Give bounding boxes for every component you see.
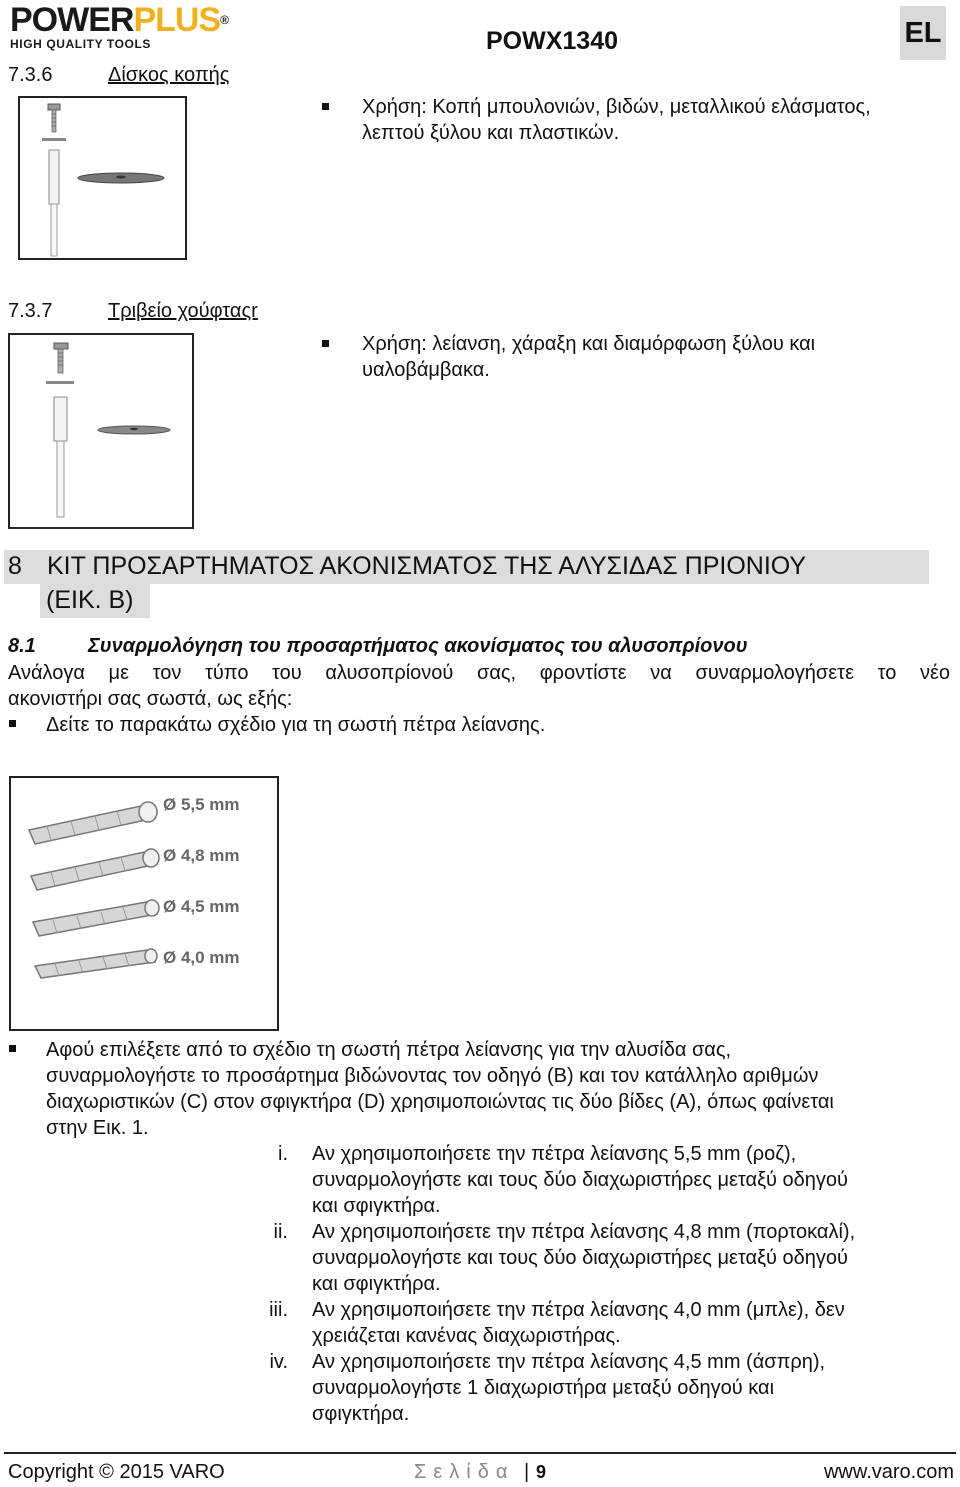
list-marker-iii: iii. bbox=[269, 1299, 288, 1321]
section-81-intro-line1: Ανάλογα με τον τύπο του αλυσοπρίονού σας, φροντίστε να συναρμολογήσετε το νέο bbox=[8, 662, 950, 684]
model-number: POWX1340 bbox=[486, 27, 619, 55]
list-item-ii-line2: συναρμολογήστε και τους δύο διαχωριστήρες μεταξύ οδηγού bbox=[312, 1247, 848, 1269]
list-item-ii-line1: Αν χρησιμοποιήσετε την πέτρα λείανσης 4,8 mm (πορτοκαλί), bbox=[312, 1221, 856, 1243]
bullet-icon bbox=[322, 103, 329, 110]
grinding-stone-sizes-illustration bbox=[11, 778, 277, 1029]
list-item-iv-line3: σφιγκτήρα. bbox=[312, 1403, 410, 1425]
bullet-icon bbox=[9, 1045, 16, 1052]
hand-sander-image bbox=[8, 333, 194, 529]
section-8-heading-line1 bbox=[4, 550, 929, 584]
section-81-title: Συναρμολόγηση του προσαρτήματος ακονίσματος του αλυσοπρίονου bbox=[88, 635, 748, 657]
list-marker-iv: iv. bbox=[269, 1351, 288, 1373]
list-item-iv-line2: συναρμολογήστε 1 διαχωριστήρα μεταξύ οδηγού και bbox=[312, 1377, 775, 1399]
footer-copyright: Copyright © 2015 VARO bbox=[8, 1461, 225, 1483]
assembly-line3: διαχωριστικών (C) στον σφιγκτήρα (D) χρησιμοποιώντας τις δύο βίδες (A), όπως φαίνεται bbox=[46, 1091, 834, 1113]
logo-accent-text: PLUS bbox=[133, 1, 221, 39]
diagram-label-40: Ø 4,0 mm bbox=[163, 948, 240, 967]
list-item-i-line1: Αν χρησιμοποιήσετε την πέτρα λείανσης 5,5 mm (ροζ), bbox=[312, 1143, 797, 1165]
diagram-label-45: Ø 4,5 mm bbox=[163, 897, 240, 916]
list-item-iv-line1: Αν χρησιμοποιήσετε την πέτρα λείανσης 4,5 mm (άσπρη), bbox=[312, 1351, 826, 1373]
language-badge: EL bbox=[900, 6, 946, 60]
section-736-usage-line2: λεπτού ξύλου και πλαστικών. bbox=[362, 122, 620, 144]
section-737-title: Τριβείο χούφταςr bbox=[108, 300, 258, 322]
assembly-line4: στην Εικ. 1. bbox=[46, 1117, 149, 1139]
diagram-label-48: Ø 4,8 mm bbox=[163, 846, 240, 865]
list-item-i-line3: και σφιγκτήρα. bbox=[312, 1195, 441, 1217]
list-item-iii-line1: Αν χρησιμοποιήσετε την πέτρα λείανσης 4,0 mm (μπλε), δεν bbox=[312, 1299, 845, 1321]
assembly-line1: Αφού επιλέξετε από το σχέδιο τη σωστή πέτρα λείανσης για την αλυσίδα σας, bbox=[46, 1039, 732, 1061]
list-marker-ii: ii. bbox=[273, 1221, 288, 1243]
section-736-number: 7.3.6 bbox=[8, 64, 53, 86]
bullet-icon bbox=[9, 720, 16, 727]
bullet-icon bbox=[322, 340, 329, 347]
logo-tagline: HIGH QUALITY TOOLS bbox=[10, 37, 152, 51]
hand-sander-illustration bbox=[10, 335, 192, 527]
section-737-usage-line1: Χρήση: λείανση, χάραξη και διαμόρφωση ξύλου και bbox=[362, 333, 816, 355]
logo-main-text: POWER bbox=[10, 1, 134, 39]
footer-separator: | bbox=[524, 1461, 530, 1483]
section-736-title: Δίσκος κοπής bbox=[108, 64, 230, 86]
cutting-disc-illustration bbox=[20, 98, 185, 258]
section-81-bullet1: Δείτε το παρακάτω σχέδιο για τη σωστή πέτρα λείανσης. bbox=[46, 714, 546, 736]
brand-logo bbox=[10, 2, 280, 52]
footer-page-label: Σελίδα bbox=[414, 1461, 515, 1483]
assembly-line2: συναρμολογήστε το προσάρτημα βιδώνοντας τον οδηγό (B) και τον κατάλληλο αριθμών bbox=[46, 1065, 819, 1087]
logo-registered-mark: ® bbox=[220, 13, 228, 27]
list-item-iii-line2: χρειάζεται κανένας διαχωριστήρας. bbox=[312, 1325, 621, 1347]
section-8-number: 8 bbox=[8, 552, 22, 580]
list-marker-i: i. bbox=[278, 1143, 288, 1165]
section-737-number: 7.3.7 bbox=[8, 300, 53, 322]
section-81-intro-line2: ακονιστήρι σας σωστά, ως εξής: bbox=[8, 688, 293, 710]
section-736-usage-line1: Χρήση: Κοπή μπουλονιών, βιδών, μεταλλικού ελάσματος, bbox=[362, 96, 871, 118]
diagram-label-55: Ø 5,5 mm bbox=[163, 795, 240, 814]
grinding-stone-diagram bbox=[9, 776, 279, 1031]
section-81-number: 8.1 bbox=[8, 635, 36, 657]
section-737-usage-line2: υαλοβάμβακα. bbox=[362, 359, 490, 381]
footer-website: www.varo.com bbox=[823, 1461, 954, 1483]
footer-page-number: 9 bbox=[536, 1462, 547, 1482]
section-8-heading-line2 bbox=[40, 584, 150, 618]
section-8-title-line2: (ΕΙΚ. B) bbox=[46, 586, 134, 614]
list-item-ii-line3: και σφιγκτήρα. bbox=[312, 1273, 441, 1295]
footer-divider bbox=[4, 1452, 956, 1454]
section-8-title-line1: ΚΙΤ ΠΡΟΣΑΡΤΗΜΑΤΟΣ ΑΚΟΝΙΣΜΑΤΟΣ ΤΗΣ ΑΛΥΣΙΔΑΣ ΠΡΙΟΝΙΟΥ bbox=[47, 552, 807, 580]
list-item-i-line2: συναρμολογήστε και τους δύο διαχωριστήρες μεταξύ οδηγού bbox=[312, 1169, 848, 1191]
cutting-disc-image bbox=[18, 96, 187, 260]
